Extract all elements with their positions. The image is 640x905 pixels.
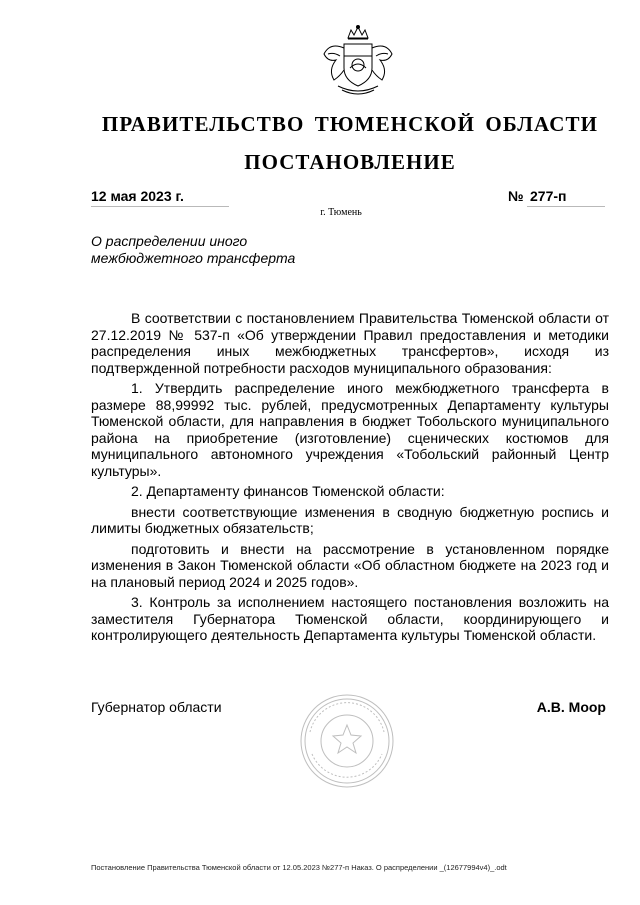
body-paragraph: В соответствии с постановлением Правительства Тюменской области от 27.12.2019 № 537-п «Об утверждении Правил предоставления и методики распределения иных межбюджетных трансфертов», исходя из подтвержденной потребности расходов муниципального образования: — [91, 310, 609, 376]
signatory-position: Губернатор области — [91, 699, 222, 715]
document-date: 12 мая 2023 г. — [91, 188, 184, 204]
signatory-name: А.В. Моор — [536, 699, 606, 715]
city-label: г. Тюмень — [320, 207, 362, 218]
document-footer: Постановление Правительства Тюменской области от 12.05.2023 №277-п Наказ. О распределении _(12677994v4)_.odt — [91, 863, 507, 872]
coat-of-arms-icon — [314, 24, 402, 102]
body-paragraph: 1. Утвердить распределение иного межбюджетного трансферта в размере 88,99992 тыс. рублей, предусмотренных Департаменту культуры Тюменской области, для направления в бюджет Тобольского муниципального района на приобретение (изготовление) сценических костюмов для муниципального автономного учреждения «Тобольский районный Центр культуры». — [91, 380, 609, 479]
subject-line: О распределении иного — [91, 233, 248, 249]
document-body — [91, 310, 609, 648]
body-paragraph: подготовить и внести на рассмотрение в установленном порядке изменения в Закон Тюменской области «Об областном бюджете на 2023 год и на плановый период 2024 и 2025 годов». — [91, 540, 609, 590]
document-subject — [91, 233, 295, 266]
document-number: 277-п — [530, 188, 567, 204]
document-type: ПОСТАНОВЛЕНИЕ — [244, 150, 456, 174]
official-seal-icon — [298, 692, 396, 790]
body-paragraph: 2. Департаменту финансов Тюменской области: — [131, 483, 445, 499]
body-paragraph: 3. Контроль за исполнением настоящего постановления возложить на заместителя Губернатора Тюменской области, координирующего и контролирующего деятельность Департамента культуры Тюменской области. — [91, 594, 609, 643]
government-title: ПРАВИТЕЛЬСТВО ТЮМЕНСКОЙ ОБЛАСТИ — [101, 112, 599, 136]
body-paragraph: внести соответствующие изменения в сводную бюджетную роспись и лимиты бюджетных обязательств; — [91, 503, 609, 536]
number-label: № — [508, 188, 524, 204]
subject-line: межбюджетного трансферта — [91, 249, 296, 266]
